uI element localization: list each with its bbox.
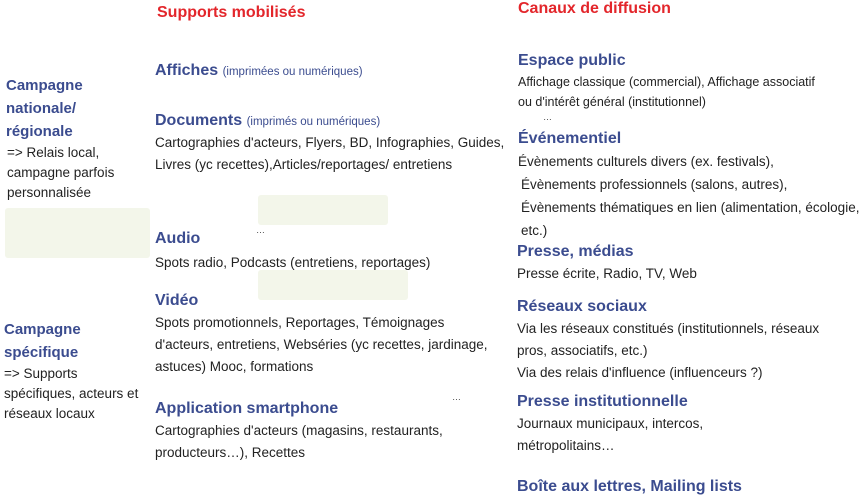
support-documents-body: Cartographies d'acteurs, Flyers, BD, Infographies, Guides, Livres (yc recettes),Articles/reportages/ entretiens xyxy=(155,135,505,172)
support-affiches-title: Affiches xyxy=(155,62,219,79)
ellipsis-mark: … xyxy=(452,392,461,402)
support-video-body: Spots promotionnels, Reportages, Témoignages d'acteurs, entretiens, Webséries (yc recettes, jardinage, astuces) Mooc, formations xyxy=(155,315,488,374)
support-video-title: Vidéo xyxy=(155,292,199,309)
canal-reseaux-sociaux-line: Via les réseaux constitués (institutionnels, réseaux pros, associatifs, etc.) xyxy=(517,321,820,358)
support-video xyxy=(155,290,505,378)
campagne-specifique-title: Campagne spécifique xyxy=(4,321,81,361)
canal-espace-public-title: Espace public xyxy=(518,52,626,69)
support-audio-body: Spots radio, Podcasts (entretiens, reportages) xyxy=(155,255,431,270)
canal-evenementiel-line: Évènements culturels divers (ex. festivals), xyxy=(518,154,774,169)
canal-evenementiel-title: Événementiel xyxy=(518,130,622,147)
campagne-specifique-block xyxy=(4,318,150,424)
support-app-body: Cartographies d'acteurs (magasins, restaurants, producteurs…), Recettes xyxy=(155,423,443,460)
support-app xyxy=(155,398,500,464)
canal-presse-institutionnelle-body: Journaux municipaux, intercos, métropolitains… xyxy=(517,416,704,453)
campagne-nationale-body: => Relais local, campagne parfois personnalisée xyxy=(7,145,115,200)
canal-evenementiel xyxy=(518,128,862,242)
support-documents-note: (imprimés ou numériques) xyxy=(246,116,381,128)
canal-evenementiel-line: Évènements professionnels (salons, autres), xyxy=(521,177,788,192)
support-documents xyxy=(155,110,505,176)
canaux-header: Canaux de diffusion xyxy=(518,0,671,17)
canal-presse-medias-title: Presse, médias xyxy=(517,243,634,260)
support-audio-title: Audio xyxy=(155,230,201,247)
canal-reseaux-sociaux xyxy=(517,296,837,384)
campagne-nationale-block xyxy=(4,74,146,203)
supports-header: Supports mobilisés xyxy=(157,4,306,21)
support-app-title: Application smartphone xyxy=(155,400,339,417)
canal-presse-institutionnelle xyxy=(517,391,777,457)
ghost-mark xyxy=(5,208,150,258)
support-affiches-note: (imprimées ou numériques) xyxy=(222,66,363,78)
campagne-specifique-body: => Supports spécifiques, acteurs et réseaux locaux xyxy=(4,366,139,421)
canal-reseaux-sociaux-line: Via des relais d'influence (influenceurs ?) xyxy=(517,365,763,380)
support-documents-title: Documents xyxy=(155,112,243,129)
canal-reseaux-sociaux-title: Réseaux sociaux xyxy=(517,298,647,315)
canal-evenementiel-line: Évènements thématiques en lien (alimentation, écologie, etc.) xyxy=(521,200,860,238)
canal-boite xyxy=(517,476,857,498)
ellipsis-mark: … xyxy=(256,225,265,235)
support-affiches xyxy=(155,60,500,82)
canal-espace-public xyxy=(518,50,818,122)
canal-presse-institutionnelle-title: Presse institutionnelle xyxy=(517,393,688,410)
ghost-mark xyxy=(258,195,388,225)
canal-espace-public-more: … xyxy=(543,112,552,122)
canal-presse-medias xyxy=(517,241,857,285)
canal-espace-public-body: Affichage classique (commercial), Affichage associatif ou d'intérêt général (institutionnel) xyxy=(518,75,815,109)
canal-boite-title: Boîte aux lettres, Mailing lists xyxy=(517,478,742,495)
support-audio xyxy=(155,228,500,274)
canal-presse-medias-body: Presse écrite, Radio, TV, Web xyxy=(517,266,697,281)
campagne-nationale-title: Campagne nationale/ régionale xyxy=(6,77,83,140)
